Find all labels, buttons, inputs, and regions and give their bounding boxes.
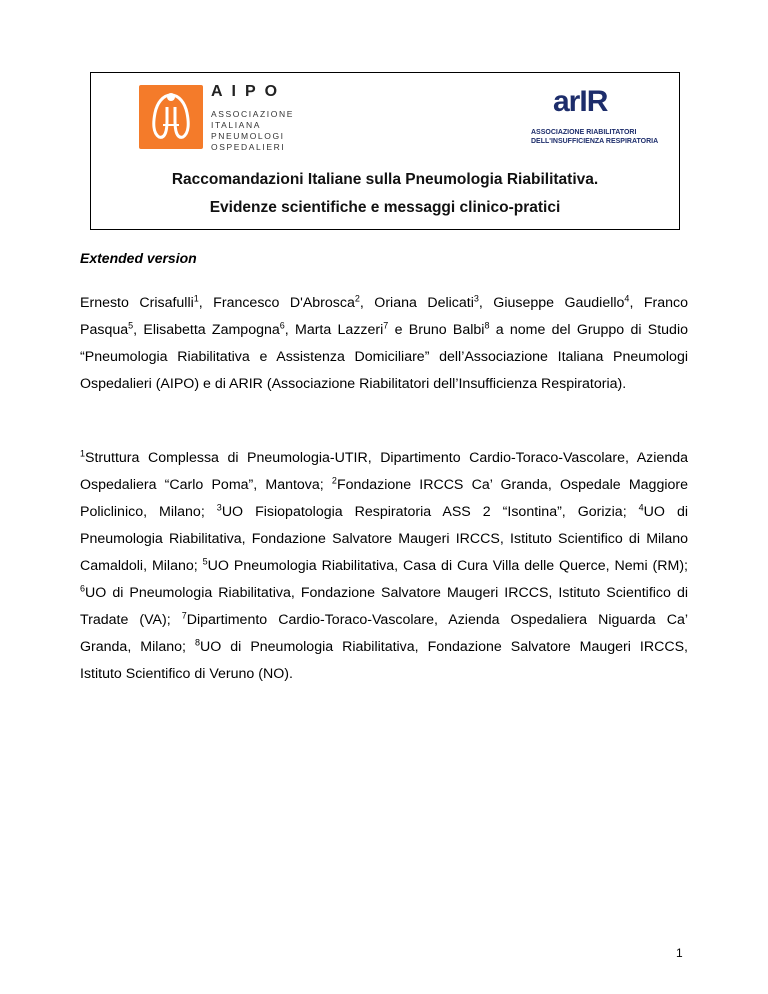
page-number: 1: [676, 946, 683, 960]
aipo-name: AIPO: [211, 83, 287, 100]
affiliation-sup: 4: [638, 502, 644, 513]
author-name: Elisabetta Zampogna: [143, 322, 280, 338]
author-name: Franco Pasqua: [80, 295, 688, 338]
version-label: Extended version: [80, 250, 197, 266]
affiliation-sup: 7: [181, 610, 187, 621]
arir-wordmark: arIR: [553, 85, 608, 118]
aipo-line-1: ASSOCIAZIONE: [211, 109, 294, 119]
author-sup: 8: [484, 320, 490, 331]
affiliation-sup: 5: [202, 556, 208, 567]
affiliation-sup: 3: [216, 502, 222, 513]
affiliation-text: UO Fisiopatologia Respiratoria ASS 2 “Isontina”, Gorizia;: [221, 504, 627, 520]
affiliation-text: UO di Pneumologia Riabilitativa, Fondazione Salvatore Maugeri IRCCS, Istituto Scientifico di Tradate (VA);: [80, 585, 688, 628]
title-header-box: [90, 72, 680, 230]
affiliation-text: UO di Pneumologia Riabilitativa, Fondazione Salvatore Maugeri IRCCS, Istituto Scientifico di Milano Camaldoli, Milano;: [80, 504, 689, 574]
author-name: Bruno Balbi: [408, 322, 485, 338]
authors-paragraph: Ernesto Crisafulli$^1$, Francesco D'Abrosca$^2$, Oriana Delicati$^3$, Giuseppe Gaudiello$^4$, Franco Pasqua$^5$, Elisabetta Zampogna$^6$, Marta Lazzeri$^7$ e Bruno Balbi$^8$ a nome del Gruppo di Studio “Pneumologia Riabilitativa e Assistenza Domiciliare” dell’Associazione Italiana Pneumologi Ospedalieri (AIPO) e di ARIR (Associazione Riabilitatori dell’Insufficienza Respiratoria).: [80, 293, 688, 392]
authors-group-text: a nome del Gruppo di Studio “Pneumologia Riabilitativa e Assistenza Domiciliare” dell’Associazione Italiana Pneumologi Ospedalieri (AIPO) e di ARIR (Associazione Riabilitatori dell’Insufficienza Respiratoria).: [80, 322, 688, 392]
affiliation-text: Struttura Complessa di Pneumologia-UTIR, Dipartimento Cardio-Toraco-Vascolare, Azienda Ospedaliera “Carlo Poma”, Mantova;: [80, 450, 688, 493]
author-sup: 4: [624, 293, 630, 304]
author-sup: 6: [279, 320, 285, 331]
affiliation-text: Dipartimento Cardio-Toraco-Vascolare, Azienda Ospedaliera Niguarda Ca’ Granda, Milano;: [80, 612, 688, 655]
arir-line-2: DELL'INSUFFICIENZA RESPIRATORIA: [531, 138, 659, 145]
document-subtitle: Evidenze scientifiche e messaggi clinico-pratici: [209, 199, 561, 216]
author-sup: 1: [193, 293, 199, 304]
affiliations-paragraph: [80, 445, 688, 688]
affiliation-sup: 1: [80, 448, 86, 459]
affiliation-sup: 6: [80, 583, 86, 594]
aipo-line-3: PNEUMOLOGI: [211, 131, 285, 141]
author-sup: 2: [354, 293, 360, 304]
affiliation-sup: 8: [195, 637, 201, 648]
author-name: Marta Lazzeri: [295, 322, 384, 338]
aipo-logo: [139, 85, 339, 155]
affiliation-text: Fondazione IRCCS Ca’ Granda, Ospedale Maggiore Policlinico, Milano;: [80, 477, 688, 520]
author-name: Francesco D'Abrosca: [213, 295, 355, 311]
author-sup: 5: [128, 320, 134, 331]
author-sup: 3: [473, 293, 479, 304]
author-name: Giuseppe Gaudiello: [493, 295, 625, 311]
aipo-lungs-icon: [139, 85, 203, 149]
arir-line-1: ASSOCIAZIONE RIABILITATORI: [531, 129, 637, 136]
aipo-line-4: OSPEDALIERI: [211, 142, 286, 152]
author-connector: e: [394, 322, 403, 338]
aipo-line-2: ITALIANA: [211, 120, 261, 130]
affiliation-text: UO di Pneumologia Riabilitativa, Fondazione Salvatore Maugeri IRCCS, Istituto Scientifico di Veruno (NO).: [80, 639, 688, 682]
author-sup: 7: [383, 320, 389, 331]
arir-logo: [501, 85, 671, 155]
document-title: Raccomandazioni Italiane sulla Pneumologia Riabilitativa.: [171, 171, 599, 188]
affiliation-sup: 2: [331, 475, 337, 486]
affiliation-text: UO Pneumologia Riabilitativa, Casa di Cura Villa delle Querce, Nemi (RM);: [207, 558, 688, 574]
author-name: Oriana Delicati: [374, 295, 474, 311]
author-name: Ernesto Crisafulli: [80, 295, 194, 311]
